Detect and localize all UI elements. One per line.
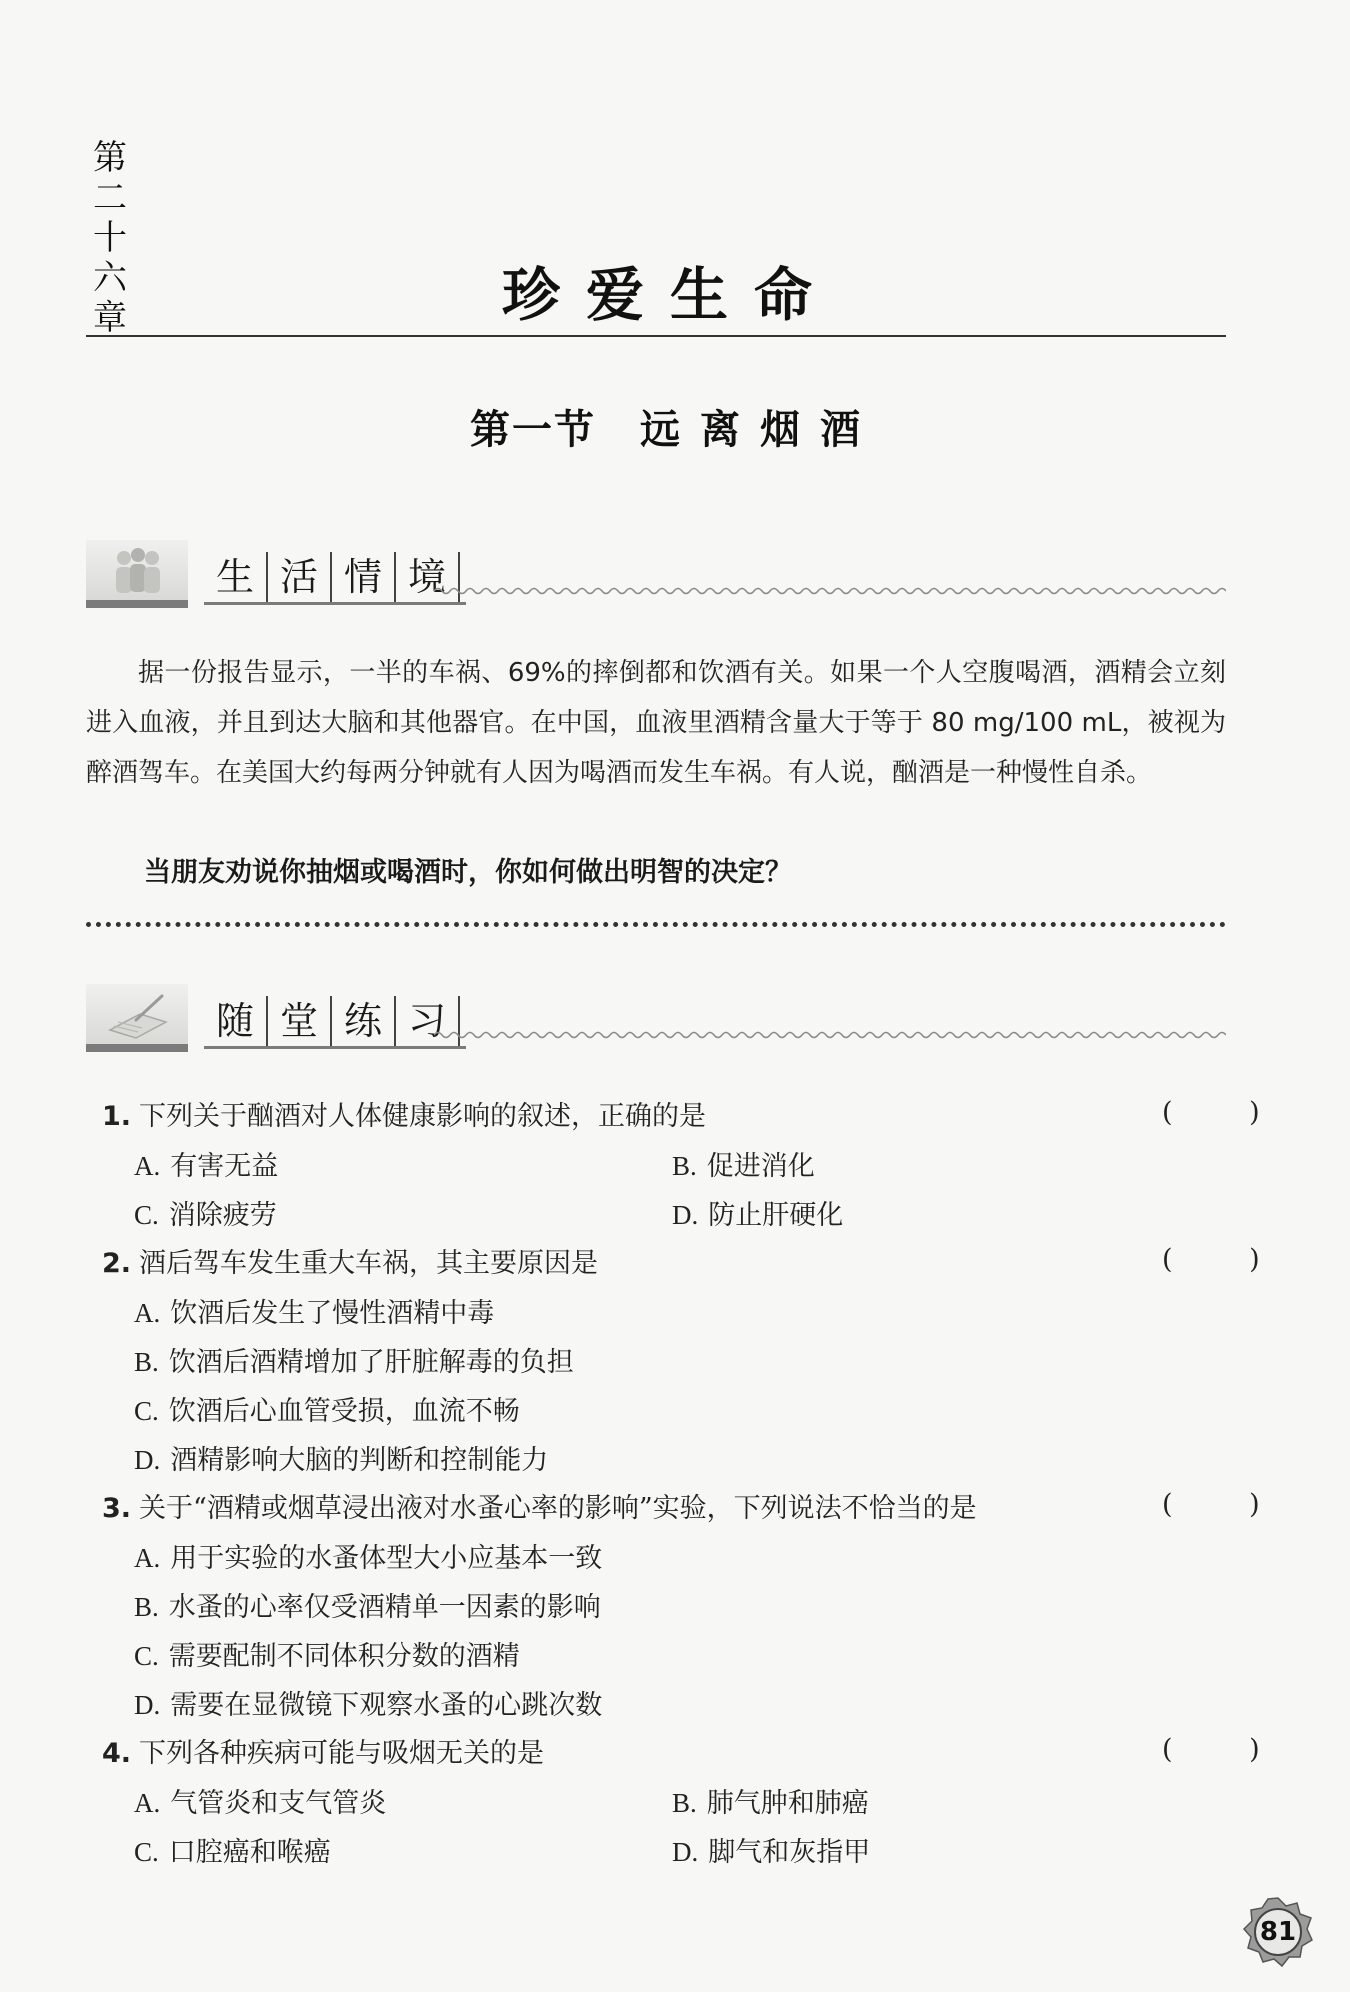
chapter-label-char: 章	[93, 298, 127, 338]
wavy-divider	[434, 586, 1226, 596]
question-3-stem: 3. 关于“酒精或烟草浸出液对水蚤心率的影响”实验，下列说法不恰当的是	[102, 1493, 977, 1524]
people-icon	[86, 540, 188, 608]
header-char: 习	[396, 996, 460, 1046]
header-char: 生	[204, 552, 268, 602]
header-char: 活	[268, 552, 332, 602]
life-context-header	[86, 540, 1226, 610]
option[interactable]: C. 口腔癌和喉癌	[134, 1837, 331, 1868]
option[interactable]: B. 水蚤的心率仅受酒精单一因素的影响	[134, 1592, 601, 1623]
notebook-pen-icon	[86, 984, 188, 1052]
life-context-paragraph: 据一份报告显示，一半的车祸、69%的摔倒都和饮酒有关。如果一个人空腹喝酒，酒精会立刻进入血液，并且到达大脑和其他器官。在中国，血液里酒精含量大于等于 80 mg/100 mL，被视为醉酒驾车。在美国大约每两分钟就有人因为喝酒而发生车祸。有人说，酗酒是一种慢性自杀。	[86, 658, 1226, 788]
question-2-stem: 2. 酒后驾车发生重大车祸，其主要原因是	[102, 1248, 599, 1279]
chapter-label	[90, 138, 130, 338]
option[interactable]: A. 饮酒后发生了慢性酒精中毒	[134, 1298, 495, 1329]
option[interactable]: C. 饮酒后心血管受损，血流不畅	[134, 1396, 520, 1427]
option[interactable]: C. 消除疲劳	[134, 1200, 277, 1231]
option[interactable]: B. 促进消化	[672, 1151, 815, 1182]
option[interactable]: D. 需要在显微镜下观察水蚤的心跳次数	[134, 1690, 603, 1721]
option[interactable]: D. 脚气和灰指甲	[672, 1837, 871, 1868]
question-4-stem: 4. 下列各种疾病可能与吸烟无关的是	[102, 1738, 545, 1769]
answer-blank[interactable]: ( )	[1162, 1244, 1294, 1275]
header-char: 随	[204, 996, 268, 1046]
option[interactable]: D. 防止肝硬化	[672, 1200, 844, 1231]
header-char: 堂	[268, 996, 332, 1046]
option[interactable]: A. 用于实验的水蚤体型大小应基本一致	[134, 1543, 603, 1574]
option[interactable]: C. 需要配制不同体积分数的酒精	[134, 1641, 520, 1672]
chapter-label-char: 二	[93, 178, 127, 218]
section-title	[0, 398, 1350, 455]
discussion-prompt: 当朋友劝说你抽烟或喝酒时，你如何做出明智的决定？	[144, 857, 792, 888]
dotted-divider	[86, 922, 1226, 927]
option[interactable]: A. 有害无益	[134, 1151, 279, 1182]
answer-blank[interactable]: ( )	[1162, 1734, 1294, 1765]
header-char: 境	[396, 552, 460, 602]
chapter-label-char: 十	[93, 218, 127, 258]
question-1-stem: 1. 下列关于酗酒对人体健康影响的叙述，正确的是	[102, 1101, 707, 1132]
life-context-title	[204, 542, 466, 605]
answer-blank[interactable]: ( )	[1162, 1097, 1294, 1128]
header-char: 练	[332, 996, 396, 1046]
section-number: 第一节	[470, 406, 596, 453]
chapter-divider	[86, 335, 1226, 337]
wavy-divider	[434, 1030, 1226, 1040]
page-number: 81	[1259, 1917, 1297, 1947]
answer-blank[interactable]: ( )	[1162, 1489, 1294, 1520]
section-name: 远离烟酒	[640, 406, 880, 453]
option[interactable]: A. 气管炎和支气管炎	[134, 1788, 387, 1819]
chapter-title: 珍爱生命	[501, 261, 838, 329]
option[interactable]: D. 酒精影响大脑的判断和控制能力	[134, 1445, 549, 1476]
practice-title	[204, 986, 466, 1049]
chapter-label-char: 第	[93, 138, 127, 178]
header-char: 情	[332, 552, 396, 602]
option[interactable]: B. 肺气肿和肺癌	[672, 1788, 869, 1819]
option[interactable]: B. 饮酒后酒精增加了肝脏解毒的负担	[134, 1347, 574, 1378]
practice-header	[86, 984, 1226, 1054]
chapter-label-char: 六	[93, 258, 127, 298]
